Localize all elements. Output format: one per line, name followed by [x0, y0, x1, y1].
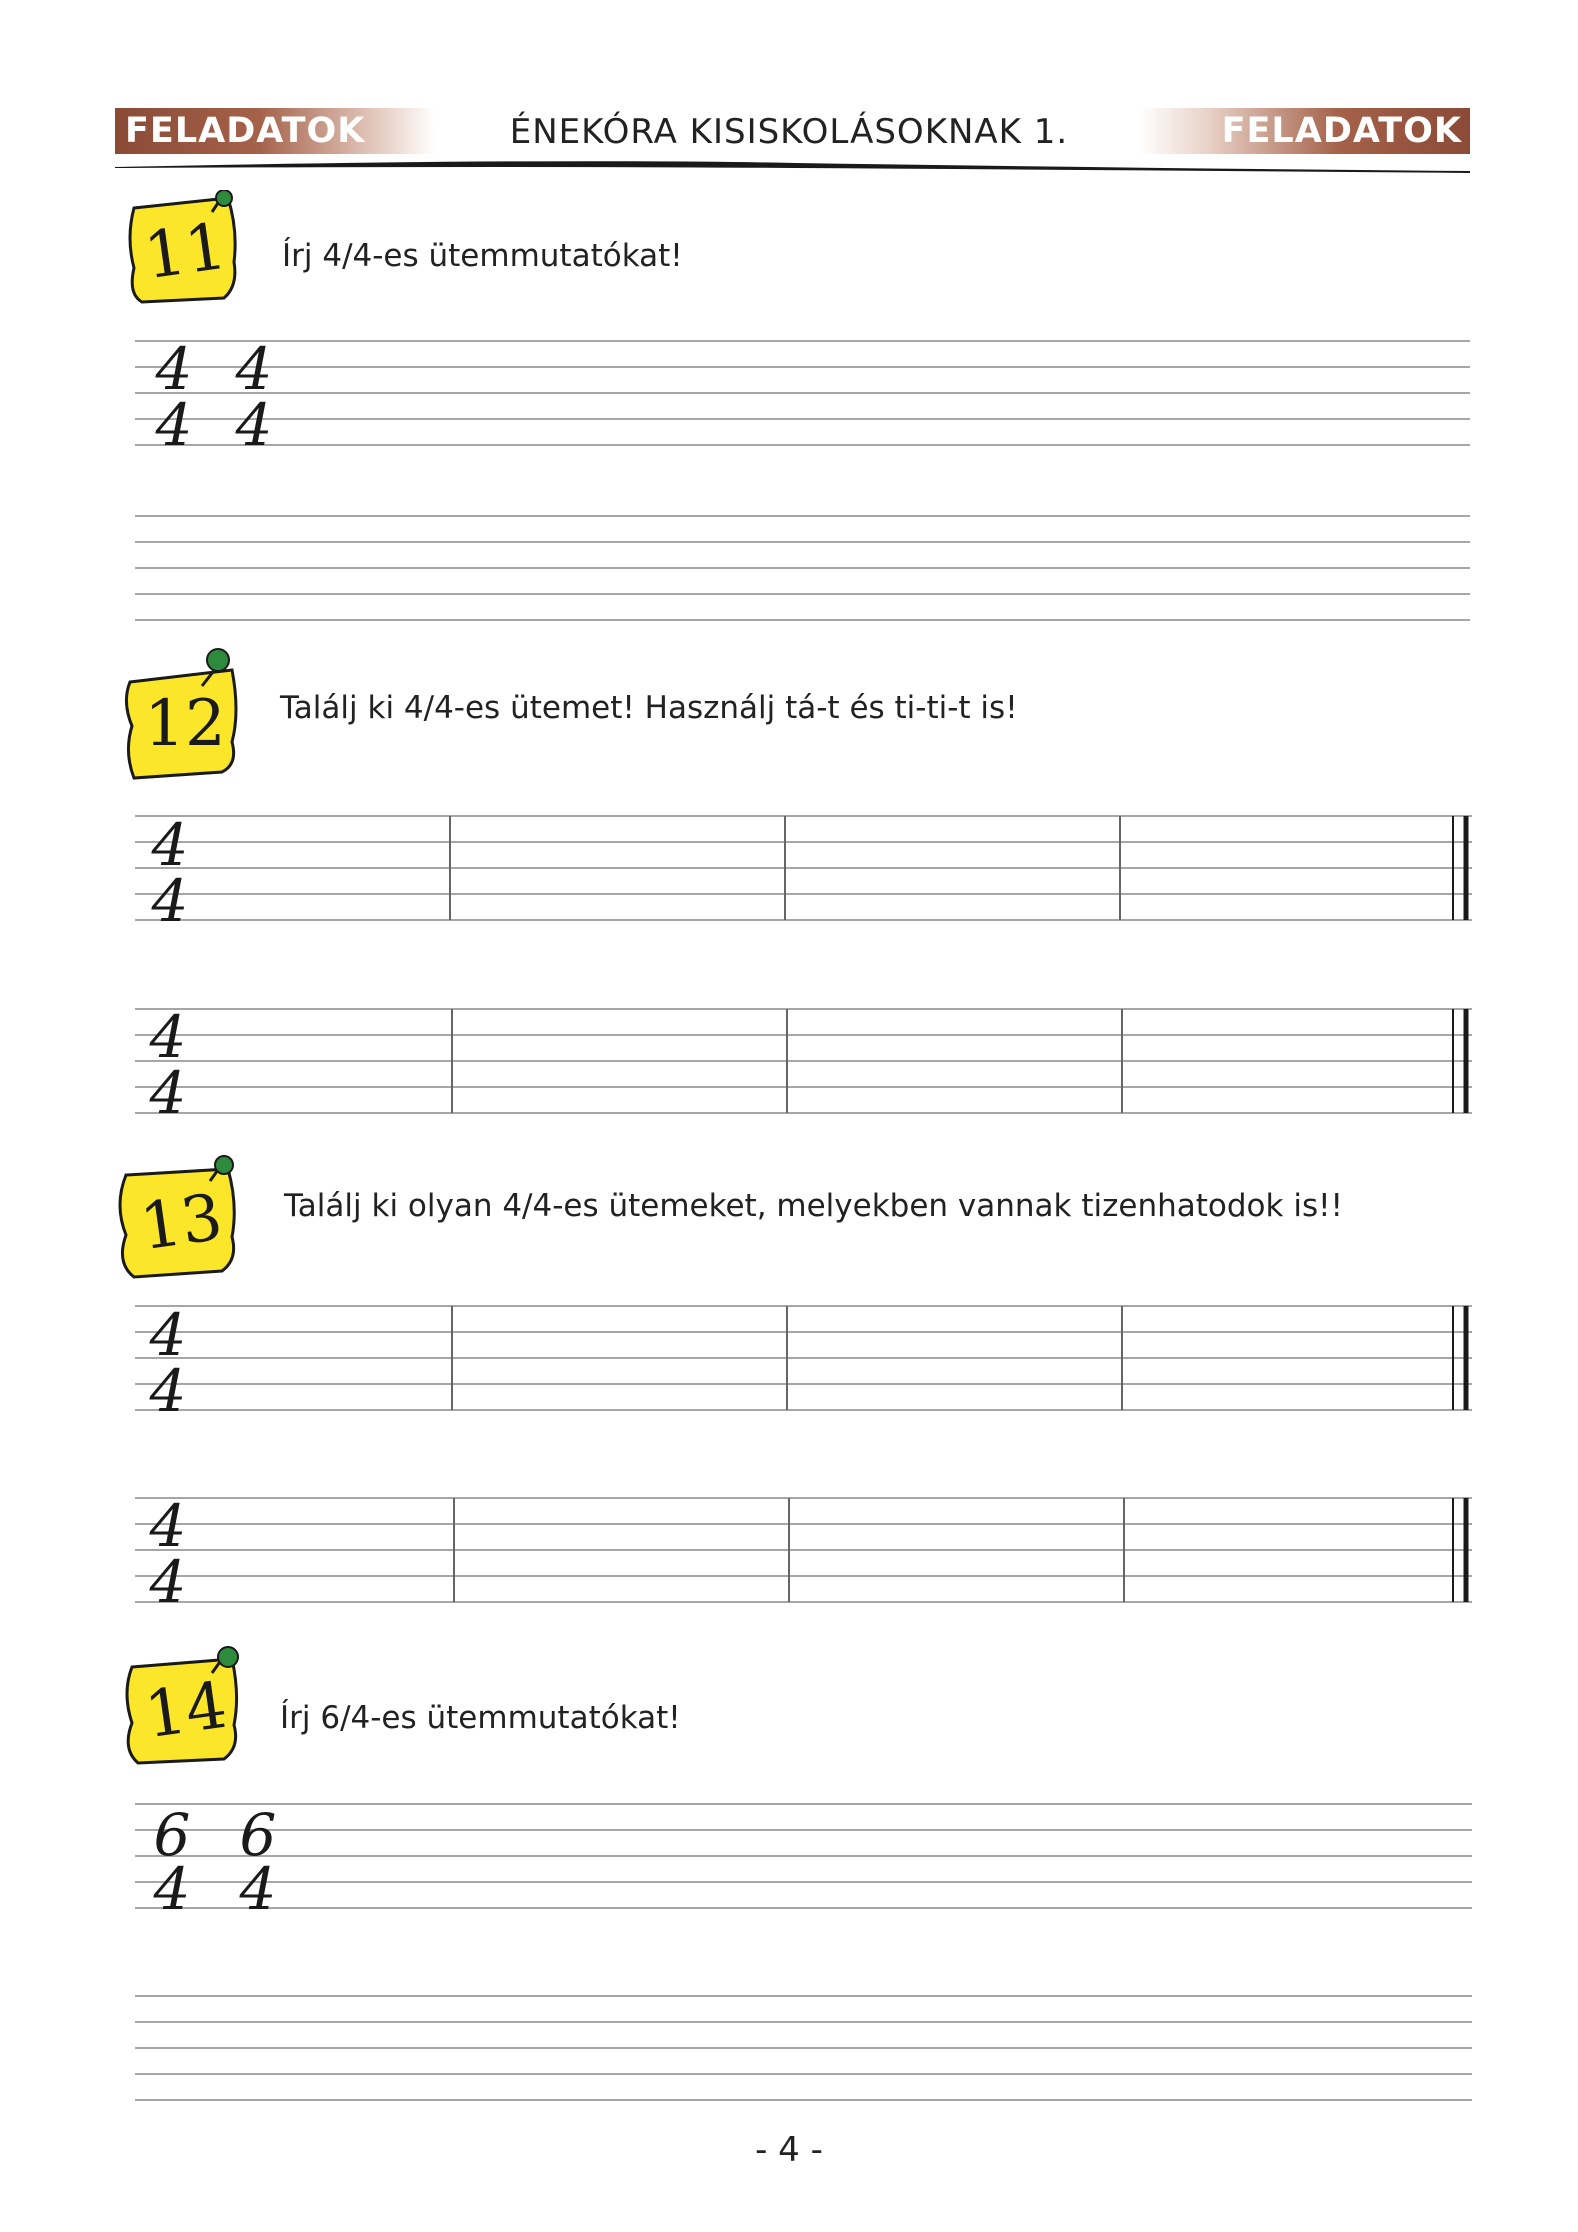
time-signature-numerator: 4: [149, 1003, 187, 1071]
exercise-14-staff-1: [135, 1803, 1472, 1913]
time-signature-numerator: 4: [149, 1492, 187, 1560]
exercise-13-text: Találj ki olyan 4/4-es ütemeket, melyekben vannak tizenhatodok is!!: [284, 1188, 1343, 1224]
header-right-tag: [1140, 108, 1470, 154]
time-signature-denominator: 4: [235, 391, 273, 459]
time-signature-denominator: 4: [149, 1548, 187, 1616]
time-signature-numerator: 6: [239, 1801, 277, 1869]
exercise-12-staff-2: [135, 1003, 1472, 1127]
time-signature-denominator: 4: [153, 1855, 191, 1923]
page-number: - 4 -: [755, 2130, 823, 2170]
exercise-14-staff-2: [135, 1995, 1472, 2105]
time-signature-denominator: 4: [155, 391, 193, 459]
time-signature-numerator: 4: [151, 811, 189, 879]
exercise-13-staff-1: [135, 1301, 1472, 1415]
page-title: ÉNEKÓRA KISISKOLÁSOKNAK 1.: [509, 112, 1069, 152]
time-signature-denominator: 4: [239, 1855, 277, 1923]
time-signature-numerator: 4: [149, 1301, 187, 1369]
exercise-13-staff-2: [135, 1492, 1472, 1616]
header-underline: [115, 158, 1470, 174]
exercise-11-number: 11: [139, 209, 231, 295]
time-signature-denominator: 4: [149, 1357, 187, 1425]
exercise-12-staff-1: [135, 811, 1472, 925]
time-signature-numerator: 4: [235, 335, 273, 403]
time-signature-numerator: 6: [153, 1801, 191, 1869]
exercise-13-number: 13: [135, 1180, 227, 1266]
header-right-label: FELADATOK: [1221, 111, 1462, 151]
exercise-12-number: 12: [144, 687, 226, 761]
exercise-11-staff-1: [135, 335, 1470, 459]
time-signature-denominator: 4: [149, 1059, 187, 1127]
exercise-14-text: Írj 6/4-es ütemmutatókat!: [280, 1700, 681, 1736]
exercise-11-staff-2: [135, 515, 1470, 625]
exercise-12-text: Találj ki 4/4-es ütemet! Használj tá-t és ti-ti-t is!: [280, 690, 1018, 726]
time-signature-numerator: 4: [155, 335, 193, 403]
exercise-14-number: 14: [140, 1668, 232, 1753]
time-signature-denominator: 4: [151, 867, 189, 935]
header-left-label: FELADATOK: [125, 111, 366, 151]
exercise-11-text: Írj 4/4-es ütemmutatókat!: [282, 238, 683, 274]
